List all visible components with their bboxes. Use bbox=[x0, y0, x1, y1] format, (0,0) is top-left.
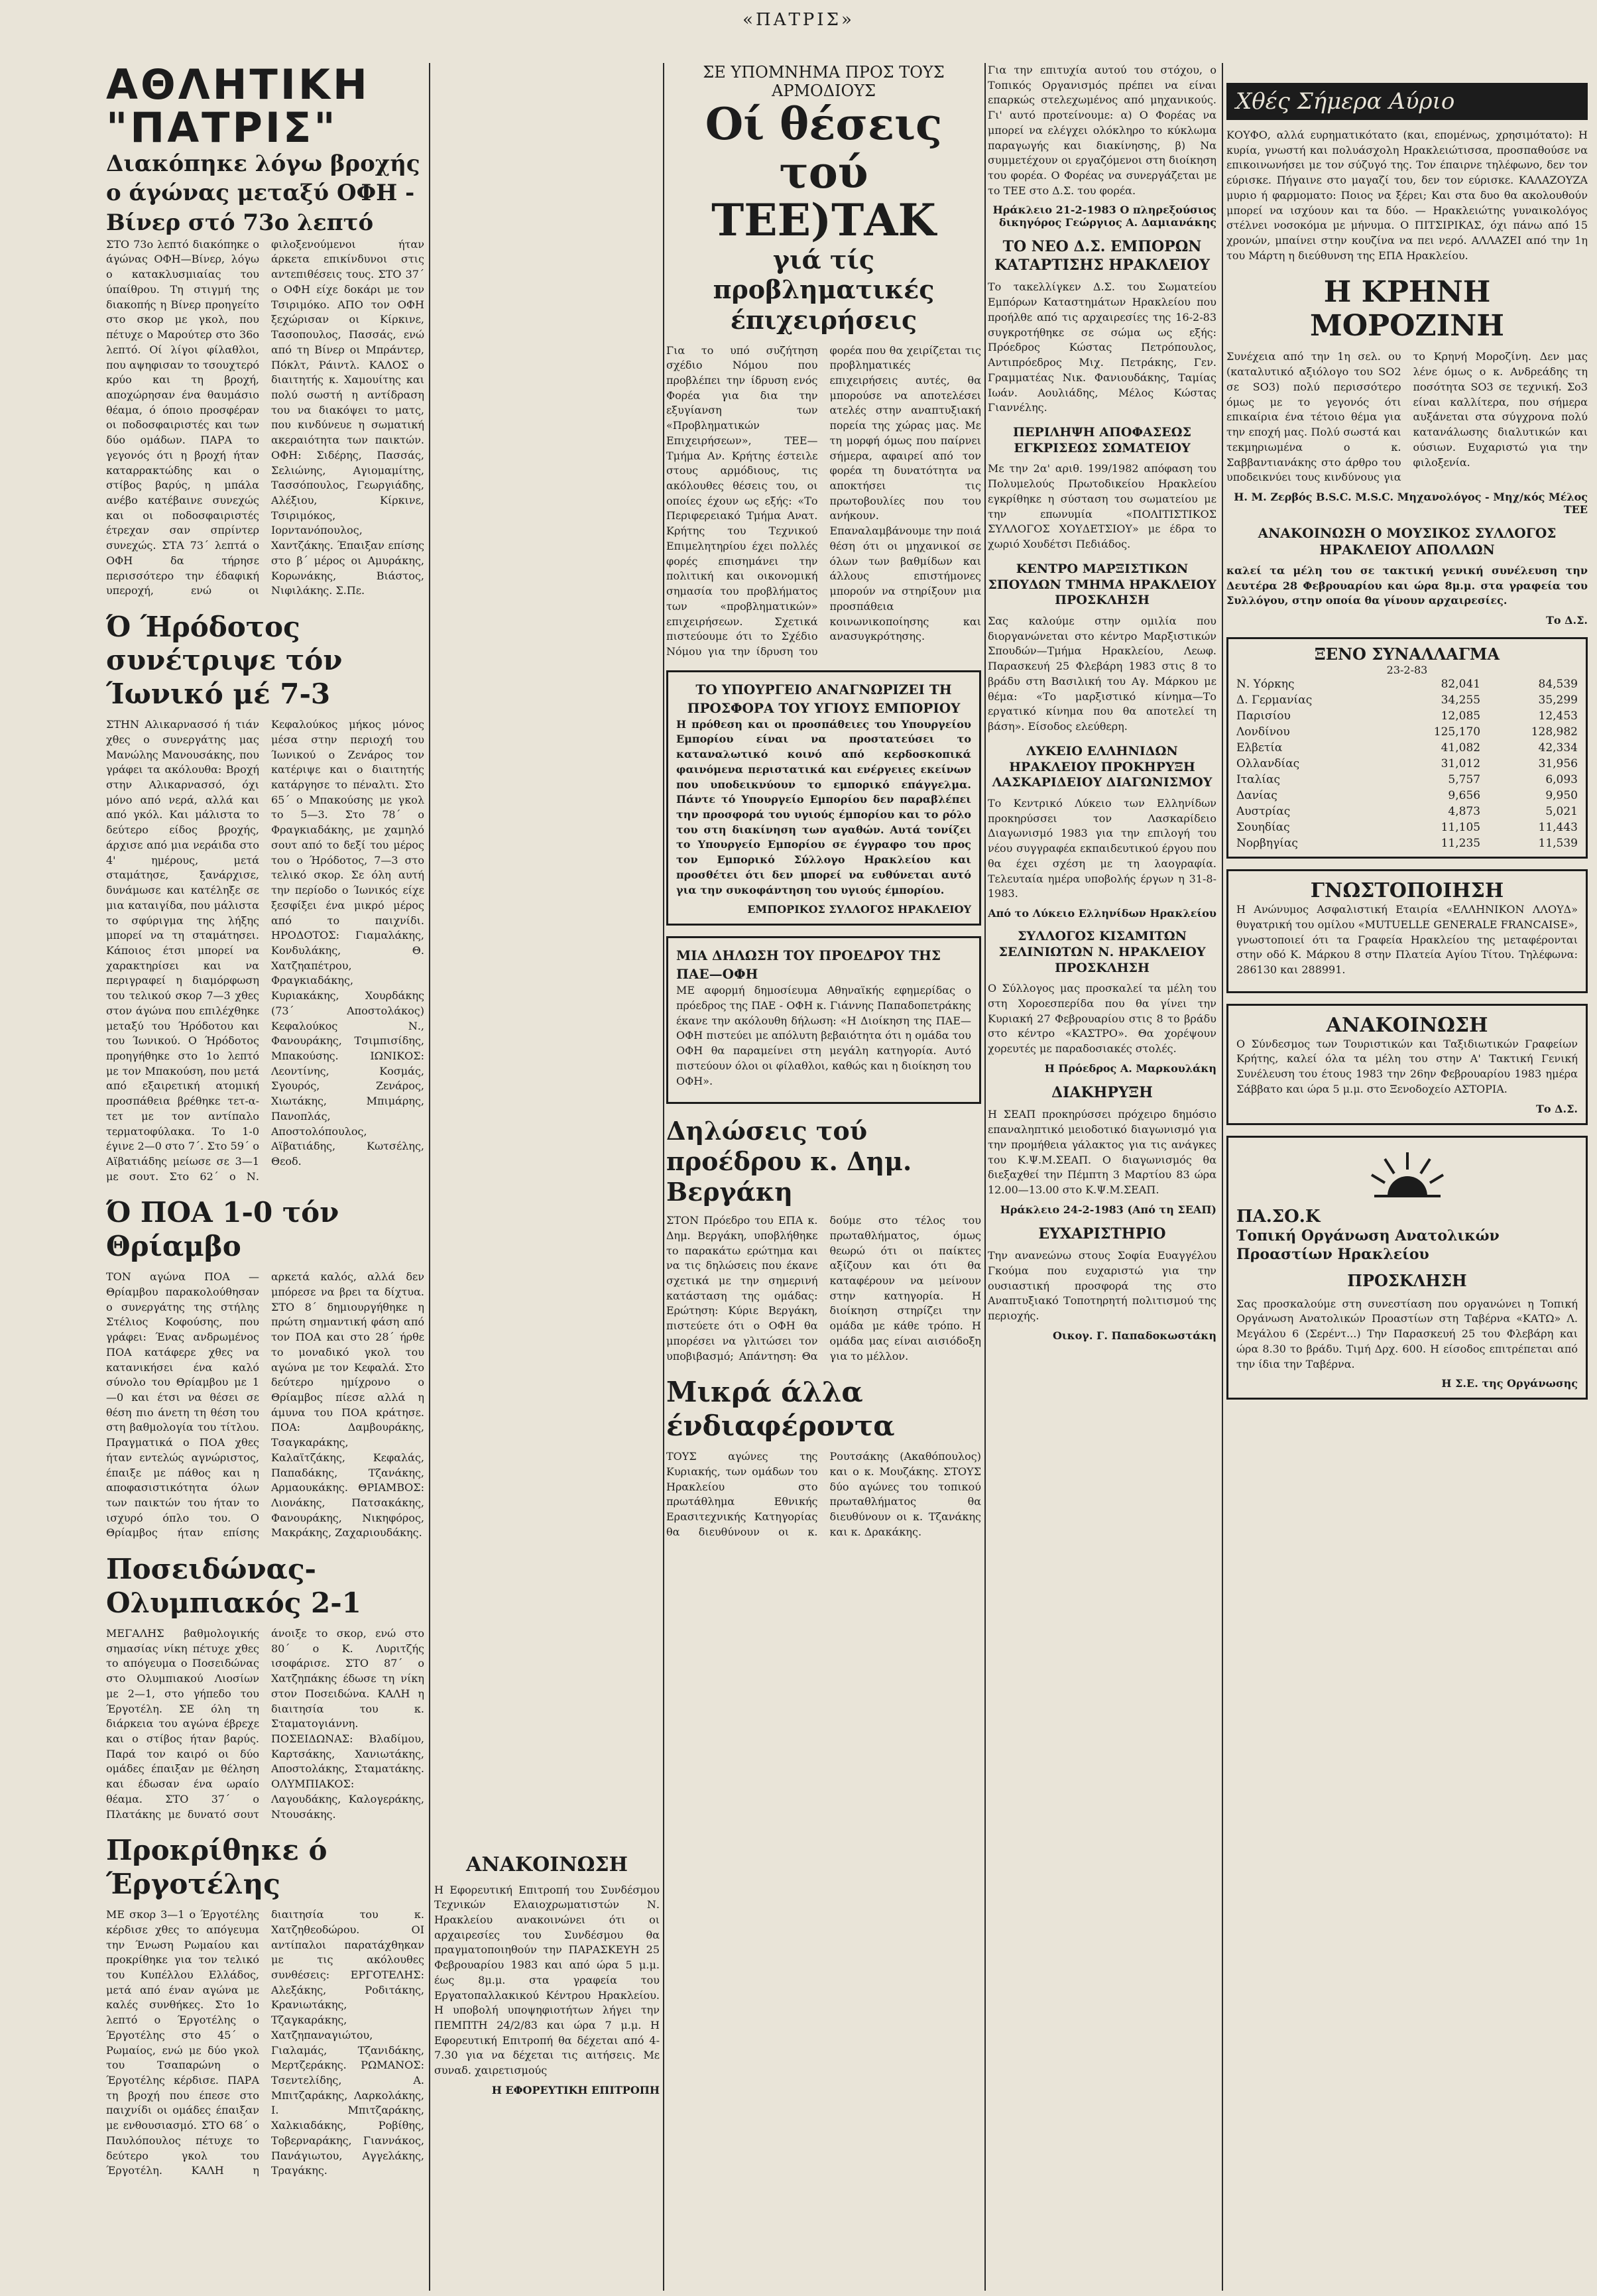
fx-currency: Σουηδίας bbox=[1236, 821, 1290, 835]
fx-row bbox=[1234, 804, 1580, 819]
headline-ergotelis: Προκρίθηκε ό Έργοτέλης bbox=[106, 1834, 327, 1900]
ministry-text: Η πρόθεση και οι προσπάθειες του Υπουργείου Εμπορίου είναι να προστατεύσει το καταναλωτικό κοινό από κερδοσκοπικά φαινόμενα περιστατικά και ενέργειες εκείνων που υποδεικνύουν το εμπορικό επάγγελμα. Πάντε τό Υπουργείο Εμπορίου δεν παραβλέπει την προσφορά του υγιούς έμπορίου και το ρόλο του στη διακίνηση των αγαθών. Αυτά τονίζει το Υπουργείο Εμπορίου σε έγγραφο του προς τον Εμπορικό Σύλλογο Ηρακλείου και προσθέτει ότι δεν μπορεί να ευθύνεται αυτό για την συκοφάντηση του υγιούς έμπορίου. bbox=[676, 717, 971, 896]
fx-sell: 128,982 bbox=[1531, 725, 1578, 739]
notice-title: ΑΝΑΚΟΙΝΩΣΗ bbox=[466, 1853, 628, 1876]
thanks-title: ΕΥΧΑΡΙΣΤΗΡΙΟ bbox=[1038, 1225, 1166, 1242]
fx-sell: 9,950 bbox=[1545, 789, 1578, 803]
fx-currency: Ολλανδίας bbox=[1236, 757, 1300, 771]
fx-sell: 42,334 bbox=[1538, 741, 1578, 755]
pasok-signature: Η Σ.Ε. της Οργάνωσης bbox=[1441, 1377, 1578, 1390]
ministry-signature: ΕΜΠΟΡΙΚΟΣ ΣΥΛΛΟΓΟΣ ΗΡΑΚΛΕΙΟΥ bbox=[747, 903, 971, 916]
right-column bbox=[1226, 83, 1588, 1410]
column-rule bbox=[429, 63, 430, 2291]
headline-vergakis: Δηλώσεις τού προέδρου κ. Δημ. Βεργάκη bbox=[666, 1116, 912, 1207]
article-misc: ΤΟΥΣ αγώνες της Κυριακής, των ομάδων του Ηρακλείου στο πρωτάθλημα Εθνικής Ερασιτεχνικής Κατηγορίας θα διευθύνουν οι κ. Ρουτσάκης (Ακαθόπουλος) και ο κ. Μουζάκης. ΣΤΟΥΣ δύο αγώνες του τοπικού πρωταθλήματος θα διευθύνουν οι κ. Τζανάκης και κ. Δρακάκης. bbox=[666, 1450, 981, 1538]
column-rule bbox=[984, 63, 986, 2291]
thanks-text: Την ανανεώνω στους Σοφία Ευαγγέλου Γκούμα που ευχαριστώ για την ουσιαστική προσφορά της στο Αναπτυξιακό Τοποτηρητή πολιτισμού της περιοχής. bbox=[988, 1249, 1216, 1323]
music-title: ΑΝΑΚΟΙΝΩΣΗ Ο ΜΟΥΣΙΚΟΣ ΣΥΛΛΟΓΟΣ ΗΡΑΚΛΕΙΟΥ ΑΠΟΛΛΩΝ bbox=[1258, 524, 1557, 558]
merchants-text: Το τακελλίγκεν Δ.Σ. του Σωματείου Εμπόρων Καταστημάτων Ηρακλείου που προήλθε από τις αρχαιρεσίες της 16-2-83 συγκροτήθηκε σε σώμα ως εξής: Πρόεδρος Κώστας Πετρόπουλος, Αντιπρόεδρος Μιχ. Πετράκης, Γεν. Γραμματέας Νικ. Φανιουδάκης, Ταμίας Ιωάν. Αουλιάδης, Μέλος Κώστας Γιαννέλης. bbox=[988, 280, 1216, 414]
headline-moroxini: Η ΚΡΗΝΗ ΜΟΡΟΖΙΝΗ bbox=[1310, 275, 1504, 343]
thanks-signature: Οικογ. Γ. Παπαδοκωστάκη bbox=[1052, 1329, 1216, 1342]
fx-buy: 125,170 bbox=[1433, 725, 1481, 739]
notices-column bbox=[988, 63, 1216, 1342]
tender-text: Η ΣΕΑΠ προκηρύσσει πρόχειρο δημόσιο επαναληπτικό μειοδοτικό διαγωνισμό για την προμήθεια γάλακτος για τις ανάγκες του Κ.Ψ.Μ.ΣΕΑΠ. Ο διαγωνισμός θα διεξαχθεί την Πέμπτη 3 Μαρτίου 83 ώρα 12.00—13.00 στο Κ.Ψ.Μ.ΣΕΑΠ. bbox=[988, 1108, 1216, 1196]
ofi-statement-title: ΜΙΑ ΔΗΛΩΣΗ ΤΟΥ ΠΡΟΕΔΡΟΥ ΤΗΣ ΠΑΕ—ΟΦΗ bbox=[676, 947, 941, 983]
tourism-title: ΑΝΑΚΟΙΝΩΣΗ bbox=[1326, 1013, 1488, 1037]
column-banner: Χθές Σήμερα Αύριο bbox=[1226, 83, 1588, 120]
fx-sell: 6,093 bbox=[1545, 773, 1578, 787]
moroxini-signature: Η. Μ. Ζερβός B.S.C. M.S.C. Μηχανολόγος - Μηχ/κός Μέλος ΤΕΕ bbox=[1234, 490, 1588, 516]
kicker: ΣΕ ΥΠΟΜΝΗΜΑ ΠΡΟΣ ΤΟΥΣ ΑΡΜΟΔΙΟΥΣ bbox=[703, 63, 945, 100]
sports-column bbox=[106, 63, 424, 2184]
fx-buy: 4,873 bbox=[1448, 805, 1481, 819]
notice-signature: Η ΕΦΟΡΕΥΤΙΚΗ ΕΠΙΤΡΟΠΗ bbox=[491, 2083, 660, 2096]
ofi-statement-box bbox=[666, 936, 981, 1104]
article-vergakis: ΣΤΟΝ Πρόεδρο του ΕΠΑ κ. Δημ. Βεργάκη, υποβλήθηκε το παρακάτω ερώτημα και να τις δηλώσεις που έκανε σχετικά με την σημερινή κατάσταση της ομάδας: Ερώτηση: Κύριε Βεργάκη, πιστεύετε ότι ο ΟΦΗ θα μπορέσει να γλιτώσει τον υποβιβασμό; Απάντηση: Θα δούμε στο τέλος του πρωταθλήματος, όμως θεωρώ ότι οι παίκτες αξίζουν και ότι θα καταφέρουν να μείνουν στην κατηγορία. Η διοίκηση στηρίζει την ομάδα με κάθε τρόπο. Η ομάδα μας είναι αισιόδοξη για το μέλλον. bbox=[666, 1214, 981, 1362]
fx-buy: 12,085 bbox=[1441, 709, 1481, 723]
fx-buy: 5,757 bbox=[1448, 773, 1481, 787]
tee-article: Για το υπό συζήτηση σχέδιο Νόμου που προβλέπει την ίδρυση ενός Φορέα για δια την εξυγίανση των «Προβληματικών Επιχειρήσεων», ΤΕΕ—Τμήμα Αν. Κρήτης έστειλε στους αρμόδιους, τις ακόλουθες θέσεις του, οι οποίες έχουν ως εξής: «Το Περιφερειακό Τμήμα Ανατ. Κρήτης του Τεχνικού Επιμελητηρίου έχει πολλές φορές επισημάνει την πολιτική και οικονομική σημασία του προβλήματος των «προβληματικών» επιχειρήσεων. Σχετικά πιστεύουμε ότι το Σχέδιο Νόμου για την ίδρυση του φορέα που θα χειρίζεται τις προβληματικές επιχειρήσεις αυτές, θα μπορούσε να αποτελέσει ατελές στην αναπτυξιακή πορεία της χώρας μας. Με τη μορφή όμως που παίρνει σήμερα, αφαιρεί από τον φορέα τη δυνατότητα να αποκτήσει τις πρωτοβουλίες που του ανήκουν. Επαναλαμβάνουμε την ποιά θέση ότι οι μηχανικοί σε όλων των βαθμίδων και άλλους επιστήμονες μπορούν να στηρίξουν μια προσπάθεια κοινωνικοποίησης και ανασυγκρότησης. bbox=[666, 343, 981, 658]
fx-box bbox=[1226, 637, 1588, 859]
lead-article: ΣΤΟ 73ο λεπτό διακόπηκε ο άγώνας ΟΦΗ—Βίνερ, λόγω ο κατακλυσμιαίας του ύπαίθρου. Τη στιγμή της διακοπής η Βίνερ προηγείτο στο σκορ με γκολ, που πέτυχε ο Μαρούτερ στο 36ο λεπτό. Οί λίγοι φίλαθλοι, που αψηφισαν το τσουχτερό κρύο και τη βροχή, αποχώρησαν ένα θαυμάσιο θέαμα, ό όποιο προσφέραν οι ποδοσφαιριστές και των δύο ομάδων. ΠΑΡΑ το γεγονός ότι η βροχή ήταν καταρρακτώδης και ο στίβος βαρύς, η μπάλα ανέβο κατέβαινε συνεχώς και οι ποδοσφαιριστές έτρεχαν σαν σπρίντερ συνεχώς. ΣΤΑ 73΄ λεπτά ο ΟΦΗ δα τήρησε περισσότερο την έδαφική υπεροχή, ενώ οι φιλοξενούμενοι ήταν άρκετα επικίνδυνοι στις αντεπιθέσεις τους. ΣΤΟ 37΄ ο ΟΦΗ είχε δοκάρι με τον Τσιριμόκο. ΑΠΟ τον ΟΦΗ ξεχώρισαν οι Κίρκινε, Τασοπουλος, Πασσάς, ενώ από τη Βίνερ οι Μπράντερ, Πόκλτ, Ράιντλ. ΚΑΛΟΣ ο διαιτητής κ. Χαμουίτης και πολύ σωστή η αντίδραση του να διακόψει το ματς, που κινδύνευε η σωματική ακεραιότητα των παικτών. ΟΦΗ: Σιδέρης, Πασσάς, Σελιώνης, Αγιομαμίτης, Τασσόπουλος, Γεωργιάδης, Αλέξιου, Κίρκινε, Τσιριμόκος, Ιορντανόπουλος, Χαντζάκης. Έπαιξαν επίσης στο β΄ μέρος οι Αμυράκης, Κορωνάκης, Βιάστος, Νιφιλάκης. Σ.Πε. bbox=[106, 237, 424, 597]
fx-title: ΞΕΝΟ ΣΥΝΑΛΛΑΓΜΑ bbox=[1314, 644, 1500, 664]
pasok-org: Τοπική Οργάνωση Ανατολικών Προαστίων Ηρακλείου bbox=[1236, 1227, 1500, 1264]
fx-sell: 84,539 bbox=[1538, 678, 1578, 692]
fx-date: 23-2-83 bbox=[1386, 664, 1428, 677]
article-poseidonas: ΜΕΓΑΛΗΣ βαθμολογικής σημασίας νίκη πέτυχε χθες το απόγευμα ο Ποσειδώνας στο Ολυμπιακού Λιοσίων με 2—1, στο γήπεδο του Έργοτέλη. ΣΕ όλη τη διάρκεια του αγώνα έβρεχε και ο στίβος ήταν βαρύς. Παρά τον καιρό οι δύο ομάδες έπαιξαν με θέληση και έδωσαν ένα ωραίο θέαμα. ΣΤΟ 37΄ ο Πλατάκης με δυνατό σουτ άνοιξε το σκορ, ενώ στο 80΄ ο Κ. Λυριτζής ισοφάρισε. ΣΤΟ 87΄ ο Χατζηπάκης έδωσε τη νίκη στον Ποσειδώνα. ΚΑΛΗ η διαιτησία του κ. Σταματογιάννη. ΠΟΣΕΙΔΩΝΑΣ: Βλαδίμου, Καρτσάκης, Χανιωτάκης, Αποστολάκης, Σταματάκης. ΟΛΥΜΠΙΑΚΟΣ: Λαγουδάκης, Καλογεράκης, Ντουσάκης. bbox=[106, 1626, 424, 1821]
tender-title: ΔΙΑΚΗΡΥΞΗ bbox=[1051, 1083, 1153, 1101]
fx-currency: Ελβετία bbox=[1236, 741, 1283, 755]
article-poa: ΤΟΝ αγώνα ΠΟΑ — Θρίαμβου παρακολούθησαν ο συνεργάτης της στήλης Στέλιος Κοφούσης, που γράφει: Ένας ανδρωμένος ΠΟΑ κατάφερε χθες να κατανικήσει ένα καλό σύνολο του Θρίαμβου με 1—0 και έτσι να θέσει σε θέση πιο άνετη τη θέση του στη βαθμολογία του τίτλου. Πραγματικά ο ΠΟΑ χθες ήταν εντελώς αγνώριστος, έπαιξε με πάθος και η αποφασιστικότητα όλων των παικτών του ήταν το ισχυρό όπλο του. Ο Θρίαμβος ήταν επίσης αρκετά καλός, αλλά δεν μπόρεσε να βρει τα δίχτυα. ΣΤΟ 8΄ δημιουργήθηκε η πρώτη σημαντική φάση από τον ΠΟΑ και στο 28΄ ήρθε το μοναδικό γκολ του αγώνα με τον Κεφαλά. Στο δεύτερο ημίχρονο ο Θρίαμβος πίεσε αλλά η άμυνα του ΠΟΑ κράτησε. ΠΟΑ: Δαμβουράκης, Τσαγκαράκης, Καλαϊτζάκης, Κεφαλάς, Παπαδάκης, Τζανάκης, Αρμαουκάκης. ΘΡΙΑΜΒΟΣ: Λιονάκης, Πατσακάκης, Φανουράκης, Νικηφόρος, Μακράκης, Ζαχαριουδάκης. bbox=[106, 1270, 424, 1540]
tender-signature: Ηράκλειο 24-2-1983 (Από τη ΣΕΑΠ) bbox=[1000, 1203, 1216, 1216]
fx-currency: Αυστρίας bbox=[1236, 805, 1291, 819]
tee-headline: Οί θέσεις τού ΤΕΕ)ΤΑΚ bbox=[705, 98, 943, 247]
lyceum-text: Το Κεντρικό Λύκειο των Ελληνίδων προκηρύσσει τον Λασκαρίδειο Διαγωνισμό 1983 για την επιλογή του νέου συγγραφέα εκπαιδευτικού έργου που θα έχει σχέση με τη λαογραφία. Τελευταία ημέρα υποβολής έργων η 31-8-1983. bbox=[988, 797, 1216, 900]
association-text: Με την 2α' αριθ. 199/1982 απόφαση του Πολυμελούς Πρωτοδικείου Ηρακλείου εγκρίθηκε η σύσταση του σωματείου με την επωνυμία «ΠΟΛΙΤΙΣΤΙΚΟΣ ΣΥΛΛΟΓΟΣ ΧΟΥΔΕΤΣΙΟΥ» με έδρα το χωριό Χουδέτσι Πεδιάδος. bbox=[988, 462, 1216, 551]
fx-row bbox=[1234, 692, 1580, 708]
fx-currency: Ιταλίας bbox=[1236, 773, 1281, 787]
notice-column bbox=[434, 1843, 660, 2096]
article-moroxini: Συνέχεια από την 1η σελ. ου (καταλυτικό αξιόλογο του SO2 σε SO3) πολύ περισσότερο όμως με το γεγονός ότι επικαίρια ένα τέτοιο θέμα για την εποχή μας. Πολύ σωστά και τεκμηριωμένα ο κ. Σαββαντιανάκης στο άρθρο του υποδεικνύει τους κινδύνους για το Κρηνή Μοροζίνη. Δεν μας λένε όμως ο κ. Ανδρεάδης τη ποσότητα SO3 σε τεχνική. Σο3 είναι καλλίτερα, που σήμερα αυξάνεται στα σύγχρονα πολύ κατανάλωσης διαλυτικών και ούσιων. Ευχαριστώ για την φιλοξενία. bbox=[1226, 350, 1588, 484]
fx-buy: 82,041 bbox=[1441, 678, 1481, 692]
fx-sell: 12,453 bbox=[1538, 709, 1578, 723]
fx-currency: Παρισίου bbox=[1236, 709, 1291, 723]
ofi-statement-text: ΜΕ αφορμή δημοσίευμα Αθηναϊκής εφημερίδας ο πρόεδρος της ΠΑΕ - ΟΦΗ κ. Γιάννης Παπαδοπετράκης έκανε την ακόλουθη δήλωση: «Η Διοίκηση της ΠΑΕ—ΟΦΗ πιστεύει με απόλυτη βεβαιότητα ότι η ομάδα του ΟΦΗ θα παραμείνει στη μεγάλη κατηγορία. Αυτό πιστεύουν όλοι οι φίλαθλοι, καθώς και η διοίκηση του ΟΦΗ». bbox=[676, 984, 971, 1087]
merchants-title: ΤΟ ΝΕΟ Δ.Σ. ΕΜΠΟΡΩΝ ΚΑΤΑΡΤΙΣΗΣ ΗΡΑΚΛΕΙΟΥ bbox=[994, 238, 1210, 274]
lyceum-title: ΛΥΚΕΙΟ ΕΛΛΗΝΙΔΩΝ ΗΡΑΚΛΕΙΟΥ ΠΡΟΚΗΡΥΞΗ ΛΑΣΚΑΡΙΔΕΙΟΥ ΔΙΑΓΩΝΙΣΜΟΥ bbox=[992, 743, 1213, 790]
fx-table bbox=[1234, 676, 1580, 851]
tourism-text: Ο Σύνδεσμος των Τουριστικών και Ταξιδιωτικών Γραφείων Κρήτης, καλεί όλα τα μέλη του στην Α' Τακτική Γενική Συνέλευση του έτους 1983 την 26ην Φεβρουαρίου 1983 ημέρα Σάββατο και ώρα 5 μ.μ. στο Ξενοδοχείο ΑΣΤΟΡΙΑ. bbox=[1236, 1037, 1578, 1095]
fx-row bbox=[1234, 835, 1580, 851]
fx-sell: 31,956 bbox=[1538, 757, 1578, 771]
headline-herodotos: Ό Ήρόδοτος συνέτριψε τόν Ίωνικό μέ 7-3 bbox=[106, 611, 343, 710]
fx-buy: 11,105 bbox=[1441, 821, 1481, 835]
association-title: ΠΕΡΙΛΗΨΗ ΑΠΟΦΑΣΕΩΣ ΕΓΚΡΙΣΕΩΣ ΣΩΜΑΤΕΙΟΥ bbox=[1013, 424, 1191, 455]
fx-buy: 34,255 bbox=[1441, 694, 1481, 707]
fx-currency: Λονδίνου bbox=[1236, 725, 1290, 739]
headline-misc: Μικρά άλλα ένδιαφέροντα bbox=[666, 1376, 895, 1442]
music-signature: Το Δ.Σ. bbox=[1545, 614, 1588, 627]
gnostopoiisi-box bbox=[1226, 869, 1588, 993]
column-text: ΚΟΥΦΟ, αλλά ευρηματικότατο (και, επομένως, χρησιμότατο): Η κυρία, γνωστή και πολυάσχολη Ηρακλειώτισσα, προσπαθούσε να επικοινωνήσει με τον σύζυγό της. Τον έπαιρνε τηλέφωνο, δεν τον εύρισκε. Πήγαινε στο μαγαζί του, δεν τον εύρισκε. ΚΑΛΑΖΟΥΖΑ μυριο ή φαρμοματο: Ποιος να ξέρει; Και στα δυο θα ακολουθούν μπορεί να ισχύουν και τα δύο. — Ηρακλειώτης γυναικολόγος στέλνει νοσοκόμα με μήνυμα. Ο ΠΙΤΣΙΡΙΚΑΣ, όχι πάνω από 15 χρονών, μπαίνει στην κουζίνα να πει νερό. ΑΛΛΑΖΕΙ από την 1η του Μάρτη η διεύθυνση της ΕΠΑ Ηρακλείου. bbox=[1226, 129, 1588, 262]
sun-logo-icon bbox=[1368, 1150, 1447, 1203]
fx-row bbox=[1234, 788, 1580, 804]
lyceum-signature: Από το Λύκειο Ελληνίδων Ηρακλείου bbox=[988, 907, 1216, 920]
fx-currency: Δ. Γερμανίας bbox=[1236, 694, 1313, 707]
article-ergotelis: ΜΕ σκορ 3—1 ο Έργοτέλης κέρδισε χθες το απόγευμα την Ένωση Ρωμαίου και προκρίθηκε για τον τελικό του Κυπέλλου Ελλάδος, μετά από έναν αγώνα με καλές συνθήκες. Στο 1ο λεπτό ο Έργοτέλης ο Έργοτέλης στο 45΄ ο Ρωμαίος, ενώ με δύο γκολ του Τσαπαρώνη ο Έργοτέλης κέρδισε. ΠΑΡΑ τη βροχή που έπεσε στο παιχνίδι οι ομάδες έπαιξαν με ενθουσιασμό. ΣΤΟ 68΄ ο Παυλόπουλος πέτυχε το δεύτερο γκολ του Έργοτέλη. ΚΑΛΗ η διαιτησία του κ. Χατζηθεοδώρου. ΟΙ αντίπαλοι παρατάχθηκαν με τις ακόλουθες συνθέσεις: ΕΡΓΟΤΕΛΗΣ: Αλεξάκης, Ροδιτάκης, Κρανιωτάκης, Τζαγκαράκης, Χατζηπαναγιώτου, Γιαλαμάς, Τζανιδάκης, Μερτζεράκης. ΡΩΜΑΝΟΣ: Τσεντελίδης, Α. Μπιτζαράκης, Λαρκολάκης, Ι. Μπιτζαράκης, Χαλκιαδάκης, Ροβίθης, Τοβερναράκης, Γιαννάκος, Πανάγιωτου, Αγγελάκης, Τραγάκης. bbox=[106, 1908, 424, 2177]
column-rule bbox=[663, 63, 664, 2291]
fx-currency: Ν. Υόρκης bbox=[1236, 678, 1295, 692]
tourism-box bbox=[1226, 1004, 1588, 1125]
fx-sell: 5,021 bbox=[1545, 805, 1578, 819]
fx-row bbox=[1234, 740, 1580, 756]
fx-buy: 31,012 bbox=[1441, 757, 1481, 771]
tee-signature: Ηράκλειο 21-2-1983 Ο πληρεξούσιος δικηγόρος Γεώργιος Α. Δαμιανάκης bbox=[992, 204, 1216, 229]
fx-buy: 11,235 bbox=[1441, 837, 1481, 851]
tourism-signature: Το Δ.Σ. bbox=[1535, 1102, 1578, 1115]
fx-sell: 35,299 bbox=[1538, 694, 1578, 707]
masthead: «ΠΑΤΡΙΣ» bbox=[742, 10, 855, 30]
ministry-box bbox=[666, 670, 981, 926]
fx-row bbox=[1234, 819, 1580, 835]
pasok-label: ΠΑ.ΣΟ.Κ bbox=[1236, 1206, 1321, 1227]
ministry-title: ΤΟ ΥΠΟΥΡΓΕΙΟ ΑΝΑΓΝΩΡΙΖΕΙ ΤΗ ΠΡΟΣΦΟΡΑ ΤΟΥ ΥΓΙΟΥΣ ΕΜΠΟΡΙΟΥ bbox=[687, 681, 961, 716]
fx-row bbox=[1234, 724, 1580, 740]
marxist-title: ΚΕΝΤΡΟ ΜΑΡΞΙΣΤΙΚΩΝ ΣΠΟΥΔΩΝ ΤΜΗΜΑ ΗΡΑΚΛΕΙΟΥ ΠΡΟΣΚΛΗΣΗ bbox=[988, 561, 1216, 608]
lead-headline: Διακόπηκε λόγω βροχής ο άγώνας μεταξύ ΟΦΗ - Βίνερ στό 73ο λεπτό bbox=[106, 151, 420, 236]
fx-row bbox=[1234, 772, 1580, 788]
marxist-text: Σας καλούμε στην ομιλία που διοργανώνεται στο κέντρο Μαρξιστικών Σπουδών—Τμήμα Ηρακλείου, Λεωφ. Παρασκευή 25 Φλεβάρη 1983 στις 8 το βράδυ στη Βασιλική του Αγ. Μάρκου με θέμα: «Το μαρξιστικό κίνημα—Το εργατικό κίνημα που θα αποτελεί τη βάση». Είσοδος ελεύθερη. bbox=[988, 615, 1216, 733]
fx-currency: Δανίας bbox=[1236, 789, 1277, 803]
column-rule bbox=[1222, 63, 1223, 2291]
tee-subheadline: γιά τίς προβληματικές έπιχειρήσεις bbox=[713, 244, 935, 335]
tee-continuation: Για την επιτυχία αυτού του στόχου, ο Τοπικός Οργανισμός πρέπει να είναι επαρκώς στελεχωμένος από μηχανικούς. Γι' αυτό προτείνουμε: α) Ο Φορέας να μπορεί να ελέγχει ολόκληρο το κύκλωμα παραγωγής και διακίνησης, β) Να συμμετέχουν οι εργαζόμενοι στη διοίκηση του φορέα. Ο Φορέας να συνεργάζεται με το ΤΕΕ στο Δ.Σ. του φορέα. bbox=[988, 64, 1216, 197]
sports-page-title: ΑΘΛΗΤΙΚΗ "ΠΑΤΡΙΣ" bbox=[106, 63, 370, 152]
fx-buy: 41,082 bbox=[1441, 741, 1481, 755]
gnostopoiisi-title: ΓΝΩΣΤΟΠΟΙΗΣΗ bbox=[1310, 879, 1504, 903]
pasok-text: Σας προσκαλούμε στη συνεστίαση που οργανώνει η Τοπική Οργάνωση Ανατολικών Προαστίων στη Ταβέρνα «ΚΑΤΩ» Λ. Μεγάλου 6 (Σερέντ...) Την Παρασκευή 25 του Φλεβάρη και ώρα 8.30 το βράδυ. Τιμή Δρχ. 600. Η είσοδος επιτρέπεται από την ίδια την Ταβέρνα. bbox=[1236, 1297, 1578, 1370]
kissamos-text: Ο Σύλλογος μας προσκαλεί τα μέλη του στη Χοροεσπερίδα που θα γίνει την Κυριακή 27 Φεβρουαρίου στις 8 το βράδυ στο κέντρο «ΚΑΣΤΡΟ». Θα χορέψουν χορευτές με παραδοσιακές στολές. bbox=[988, 982, 1216, 1056]
fx-sell: 11,539 bbox=[1538, 837, 1578, 851]
fx-currency: Νορβηγίας bbox=[1236, 837, 1298, 851]
fx-sell: 11,443 bbox=[1538, 821, 1578, 835]
gnostopoiisi-text: Η Ανώνυμος Ασφαλιστική Εταιρία «ΕΛΛΗΝΙΚΟΝ ΛΛΟΥΔ» θυγατρική του ομίλου «MUTUELLE GENERALE FRANCAISE», γνωστοποιεί ότι τα Γραφεία Ηρακλείου της μεταφέρονται στην οδό Κ. Μάρκου 8 στην Πλατεία Αγίου Τίτου. Τηλέφωνα: 286130 και 288991. bbox=[1236, 903, 1578, 976]
headline-poseidonas: Ποσειδώνας-Ολυμπιακός 2-1 bbox=[106, 1553, 361, 1619]
fx-row bbox=[1234, 676, 1580, 692]
tee-column bbox=[666, 63, 981, 1545]
headline-poa: Ό ΠΟΑ 1-0 τόν Θρίαμβο bbox=[106, 1196, 339, 1262]
fx-row bbox=[1234, 708, 1580, 724]
fx-buy: 9,656 bbox=[1448, 789, 1481, 803]
music-text: καλεί τα μέλη του σε τακτική γενική συνέλευση την Δευτέρα 28 Φεβρουαρίου και ώρα 8μ.μ. στα γραφεία του Συλλόγου, στην οποία θα γίνουν αρχαιρεσίες. bbox=[1226, 564, 1588, 607]
fx-row bbox=[1234, 756, 1580, 772]
notice-text: Η Εφορευτική Επιτροπή του Συνδέσμου Τεχνικών Ελαιοχρωματιστών Ν. Ηρακλείου ανακοινώνει ότι οι αρχαιρεσίες του Συνδέσμου θα πραγματοποιηθούν την ΠΑΡΑΣΚΕΥΗ 25 Φεβρουαρίου 1983 και από ώρα 5 μ.μ. έως 8μ.μ. στα γραφεία του Εργατοπαλλακικού Κέντρου Ηρακλείου. Η υποβολή υποψηφιοτήτων λήγει την ΠΕΜΠΤΗ 24/2/83 και ώρα 7 μ.μ. Η Εφορευτική Επιτροπή θα δέχεται από 4-7.30 για να δέχεται τις αιτήσεις. Με συναδ. χαιρετισμούς bbox=[434, 1883, 660, 2077]
article-herodotos: ΣΤΗΝ Αλικαρνασσό ή τιάν χθες ο συνεργάτης μας Μανώλης Μανουσάκης, που γράφει τα ακόλουθα: Βροχή στην Αλικαρνασσό, όχι μόνο από νερά, αλλά και από γκόλ. Και μάλιστα το δεύτερο είδος βροχής, άρχισε από μια νεράιδα στο 4' ημέρους, μετά σταμάτησε, ξανάρχισε, δυνάμωσε και κατέληξε σε μια καταιγίδα, που μάλιστα το σφύριγμα της λήξης μπορεί να τη σταμάτησει. Κάποιος έτσι μπορεί να χαρακτηρίσει και να περιγραφεί η διαμόρφωση του τελικού σκορ 7—3 χθες στον άγώνα που επιλέχθηκε μεταξύ του Ήρόδοτου και του Ίωνικού. Ο Ήρόδοτος προηγήθηκε στο 1ο λεπτό με τον Μπακούση, που μετά από εξαιρετική ατομική προσπάθεια βρέθηκε τετ-α-τετ με τον αντίπαλο τερματοφύλακα. Το 1-0 έγινε 2—0 στο 7΄. Στο 59΄ ο Αϊβατιάδης μείωσε σε 3—1 με σουτ. Στο 62΄ ο Ν. Κεφαλούκος μήκος μόνος μέσα στην περιοχή του Ίωνικού ο Ζενάρος τον κατέριψε και ο διαιτητής κατάργησε το πέναλτι. Στο 65΄ ο Μπακούσης με γκολ το 5—3. Στο 78΄ ο Φραγκιαδάκης, με χαμηλό σουτ από το δεξί του μέρος του ο Ήρόδοτος, 7—3 στο τελικό σκορ. Σε όλη αυτή την περίοδο ο Ίωνικός είχε ξεσφίξει ένα μικρό μέρος από το παιχνίδι. ΗΡΟΔΟΤΟΣ: Γιαμαλάκης, Κονδυλάκης, Θ. Χατζηαπέτρου, Φραγκιαδάκης, Κυριακάκης, Χουρδάκης (73΄ Αποστολάκος) Κεφαλούκος Ν., Φανουράκης, Τσιμπισίδης, Μπακούσης. ΙΩΝΙΚΟΣ: Λεοντίνης, Κοσμάς, Σγουρός, Ζενάρος, Χιωτάκης, Μπιμάρης, Πανοπλάς, Αποστολόπουλος, Αϊβατιάδης, Κωτσέλης, Θεοδ. bbox=[106, 718, 424, 1183]
kissamos-title: ΣΥΛΛΟΓΟΣ ΚΙΣΑΜΙΤΩΝ ΣΕΛΙΝΙΩΤΩΝ Ν. ΗΡΑΚΛΕΙΟΥ ΠΡΟΣΚΛΗΣΗ bbox=[998, 929, 1206, 975]
kissamos-signature: Η Πρόεδρος Α. Μαρκουλάκη bbox=[1044, 1061, 1216, 1075]
pasok-box bbox=[1226, 1136, 1588, 1400]
pasok-title: ΠΡΟΣΚΛΗΣΗ bbox=[1347, 1270, 1467, 1290]
